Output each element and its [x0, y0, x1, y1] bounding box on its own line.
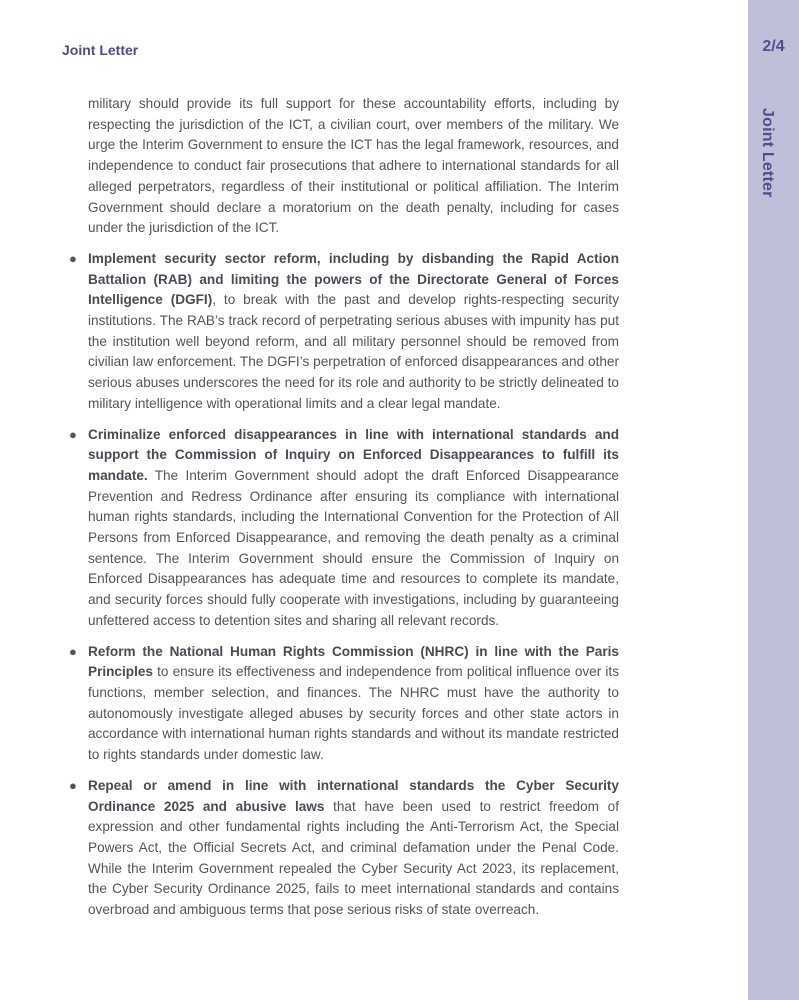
bullet-icon: ●	[69, 777, 77, 793]
intro-paragraph: military should provide its full support for these accountability efforts, including by respecting the jurisdiction of the ICT, a civilian court, over members of the military. We urge the Interim Government to ensure the ICT has the legal framework, resources, and independence to conduct fair prosecutions that adhere to international standards for all alleged perpetrators, regardless of their institutional or political affiliation. The Interim Government should declare a moratorium on the death penalty, including for cases under the jurisdiction of the ICT.	[88, 96, 619, 236]
item-heading: Implement security sector reform, including by disbanding the Rapid Action Battalion (RAB) and limiting the powers of the Directorate General of Forces Intelligence (DGFI)	[88, 250, 619, 308]
item-heading: Criminalize enforced disappearances in line with international standards and support the Commission of Inquiry on Enforced Disappearances to fulfill its mandate.	[88, 426, 619, 483]
item-text: that have been used to restrict freedom of expression and other fundamental rights including the Anti-Terrorism Act, the Special Powers Act, the Official Secrets Act, and criminal defamation under the Penal Code. While the Interim Government repealed the Cyber Security Act 2023, its replacement, the Cyber Security Ordinance 2025, fails to meet international standards and contains overbroad and ambiguous terms that pose serious risks of state overreach.	[88, 798, 619, 918]
list-item	[69, 249, 619, 415]
list-item	[69, 642, 619, 766]
page-header-title: Joint Letter	[62, 42, 139, 58]
bullet-icon: ●	[69, 426, 77, 442]
item-text: to ensure its effectiveness and independence from political influence over its functions, member selection, and finances. The NHRC must have the authority to autonomously investigate alleged abuses by security forces and other state actors in accordance with international human rights standards and without its mandate restricted to rights standards under domestic law.	[88, 664, 619, 763]
bullet-icon: ●	[69, 643, 77, 659]
recommendations-list	[69, 249, 619, 921]
bullet-icon: ●	[69, 250, 77, 266]
list-item	[69, 776, 619, 921]
page-number: 2/4	[762, 38, 785, 55]
item-text: , to break with the past and develop rights-respecting security institutions. The RAB’s track record of perpetrating serious abuses with impunity has put the institution well beyond reform, and all military personnel should be removed from civilian law enforcement. The DGFI’s perpetration of enforced disappearances and other serious abuses underscores the need for its role and authority to be strictly delineated to military intelligence with operational limits and a clear legal mandate.	[88, 292, 619, 411]
item-heading: Repeal or amend in line with international standards the Cyber Security Ordinance 2025 and abusive laws	[88, 777, 619, 814]
item-heading: Reform the National Human Rights Commission (NHRC) in line with the Paris Principles	[88, 643, 619, 680]
list-item	[69, 425, 619, 632]
item-text: The Interim Government should adopt the draft Enforced Disappearance Prevention and Redress Ordinance after ensuring its compliance with international human rights standards, including the International Convention for the Protection of All Persons from Enforced Disappearance, and removing the death penalty as a criminal sentence. The Interim Government should ensure the Commission of Inquiry on Enforced Disappearances has adequate time and resources to complete its mandate, and security forces should fully cooperate with investigations, including by guaranteeing unfettered access to detention sites and sharing all relevant records.	[88, 467, 619, 628]
sidebar-title: Joint Letter	[759, 108, 776, 198]
letter-body	[69, 94, 619, 921]
